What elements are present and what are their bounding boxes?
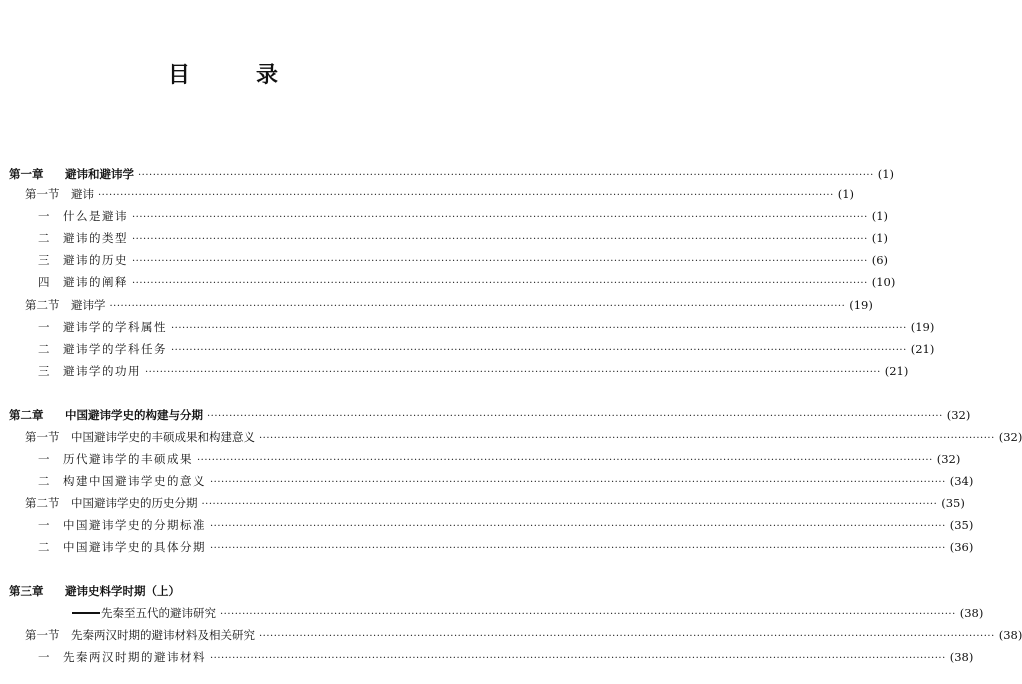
dot-leader: ········································································································································································································ (210, 477, 946, 488)
toc-entry-page: (1) (837, 187, 855, 201)
toc-entry-title: 避讳的类型 (63, 231, 128, 245)
toc-entry-number: 二 (38, 540, 51, 554)
toc-entry[interactable] (0, 340, 935, 358)
dot-leader: ········································································································································································································ (207, 411, 943, 422)
toc-entry-number: 一 (38, 518, 51, 532)
toc-entry-title: 中国避讳学史的历史分期 (71, 496, 198, 510)
toc-entry-title: 中国避讳学史的分期标准 (63, 518, 206, 532)
dot-leader: ········································································································································································································ (171, 323, 907, 334)
toc-entry-title: 避讳的阐释 (63, 275, 128, 289)
toc-entry-title: 先秦至五代的避讳研究 (101, 606, 216, 620)
toc-entry-page: (21) (884, 364, 909, 378)
toc-entry-number: 第二节 (25, 298, 60, 312)
toc-entry-title: 构建中国避讳学史的意义 (63, 474, 206, 488)
toc-entry-number: 四 (38, 275, 51, 289)
toc-entry-number: 一 (38, 452, 51, 466)
toc-entry[interactable] (0, 626, 1022, 644)
toc-entry-number: 一 (38, 209, 51, 223)
toc-entry-title: 避讳学 (71, 298, 106, 312)
toc-entry-page: (32) (936, 452, 961, 466)
toc-entry-title: 避讳和避讳学 (65, 167, 134, 181)
toc-entry-number: 第二节 (25, 496, 60, 510)
toc-entry-page: (38) (998, 628, 1022, 642)
toc-entry[interactable] (0, 406, 971, 424)
toc-entry-number: 第一节 (25, 430, 60, 444)
dot-leader: ········································································································································································································ (259, 631, 995, 642)
toc-entry-number: 二 (38, 474, 51, 488)
dot-leader: ········································································································································································································ (201, 499, 938, 510)
dot-leader: ········································································································································································································ (197, 455, 933, 466)
toc-entry-number: 一 (38, 320, 51, 334)
toc-entry-page: (38) (959, 606, 984, 620)
toc-entry[interactable] (0, 251, 889, 269)
toc-entry[interactable] (0, 318, 935, 336)
toc-entry-number: 二 (38, 342, 51, 356)
toc-entry[interactable] (0, 494, 965, 512)
toc-entry[interactable] (0, 296, 873, 314)
dot-leader: ········································································································································································································ (145, 367, 881, 378)
dot-leader: ········································································································································································································ (132, 234, 868, 245)
toc-entry-page: (6) (871, 253, 889, 267)
toc-entry-title: 历代避讳学的丰硕成果 (63, 452, 193, 466)
toc-entry-title: 什么是避讳 (63, 209, 128, 223)
dot-leader: ········································································································································································································ (210, 653, 946, 664)
toc-entry[interactable] (0, 450, 961, 468)
toc-entry-page: (10) (871, 275, 896, 289)
toc-entry-title: 先秦两汉时期的避讳材料 (63, 650, 206, 664)
toc-entry-title: 中国避讳学史的丰硕成果和构建意义 (71, 430, 255, 444)
toc-entry-page: (35) (949, 518, 974, 532)
toc-entry-page: (38) (949, 650, 974, 664)
toc-entry[interactable] (0, 273, 896, 291)
toc-entry-title: 避讳的历史 (63, 253, 128, 267)
dot-leader: ········································································································································································································ (138, 170, 874, 181)
toc-entry-page: (32) (998, 430, 1022, 444)
toc-entry[interactable] (0, 582, 446, 600)
toc-entry-page: (1) (877, 167, 895, 181)
toc-entry-page: (19) (849, 298, 873, 312)
toc-entry-title: 先秦两汉时期的避讳材料及相关研究 (71, 628, 255, 642)
toc-entry[interactable] (0, 516, 974, 534)
toc-entry-number: 第一节 (25, 187, 60, 201)
toc-entry-page: (35) (941, 496, 965, 510)
dot-leader: ········································································································································································································ (132, 212, 868, 223)
toc-entry-number: 三 (38, 364, 51, 378)
toc-entry-page: (34) (949, 474, 974, 488)
toc-entry-title: 中国避讳学史的具体分期 (63, 540, 206, 554)
toc-entry[interactable] (0, 472, 974, 490)
dot-leader: ········································································································································································································ (259, 433, 995, 444)
toc-entry-number: 三 (38, 253, 51, 267)
toc-entry-title: 避讳史料学时期（上） (65, 584, 180, 598)
toc-entry-title: 避讳学的学科属性 (63, 320, 167, 334)
dot-leader: ········································································································································································································ (210, 543, 946, 554)
dot-leader: ········································································································································································································ (132, 256, 868, 267)
toc-entry-number: 第一节 (25, 628, 60, 642)
toc-entry[interactable] (0, 604, 984, 622)
toc-entry-title: 避讳学的功用 (63, 364, 141, 378)
toc-entry-page: (1) (871, 231, 889, 245)
toc-entry-number: 第一章 (9, 167, 44, 181)
toc-entry-title: 避讳 (71, 187, 94, 201)
toc-entry-number: 第二章 (9, 408, 44, 422)
toc-entry-title: 中国避讳学史的构建与分期 (65, 408, 203, 422)
toc-entry[interactable] (0, 362, 909, 380)
dot-leader: ········································································································································································································ (171, 345, 907, 356)
toc-entry[interactable] (0, 185, 855, 203)
toc-entry[interactable] (0, 538, 974, 556)
toc-entry[interactable] (0, 428, 1022, 446)
toc-entry[interactable] (0, 648, 974, 666)
toc-entry-number: 第三章 (9, 584, 44, 598)
dot-leader: ········································································································································································································ (210, 521, 946, 532)
toc-entry-page: (19) (910, 320, 935, 334)
dot-leader: ········································································································································································································ (132, 278, 868, 289)
toc-entry-number: 一 (38, 650, 51, 664)
toc-entry-number: 二 (38, 231, 51, 245)
em-dash (72, 612, 100, 614)
toc-entry-page: (21) (910, 342, 935, 356)
toc-entry[interactable] (0, 207, 889, 225)
toc-entry-page: (32) (946, 408, 971, 422)
toc-entry-page: (36) (949, 540, 974, 554)
toc-entry[interactable] (0, 165, 895, 183)
toc-entry-title: 避讳学的学科任务 (63, 342, 167, 356)
toc-entry[interactable] (0, 229, 889, 247)
dot-leader: ········································································································································································································ (220, 609, 956, 620)
dot-leader: ········································································································································································································ (98, 190, 834, 201)
page-title: 目 录 (167, 62, 300, 88)
toc-entry-page: (1) (871, 209, 889, 223)
dot-leader: ········································································································································································································ (109, 301, 846, 312)
